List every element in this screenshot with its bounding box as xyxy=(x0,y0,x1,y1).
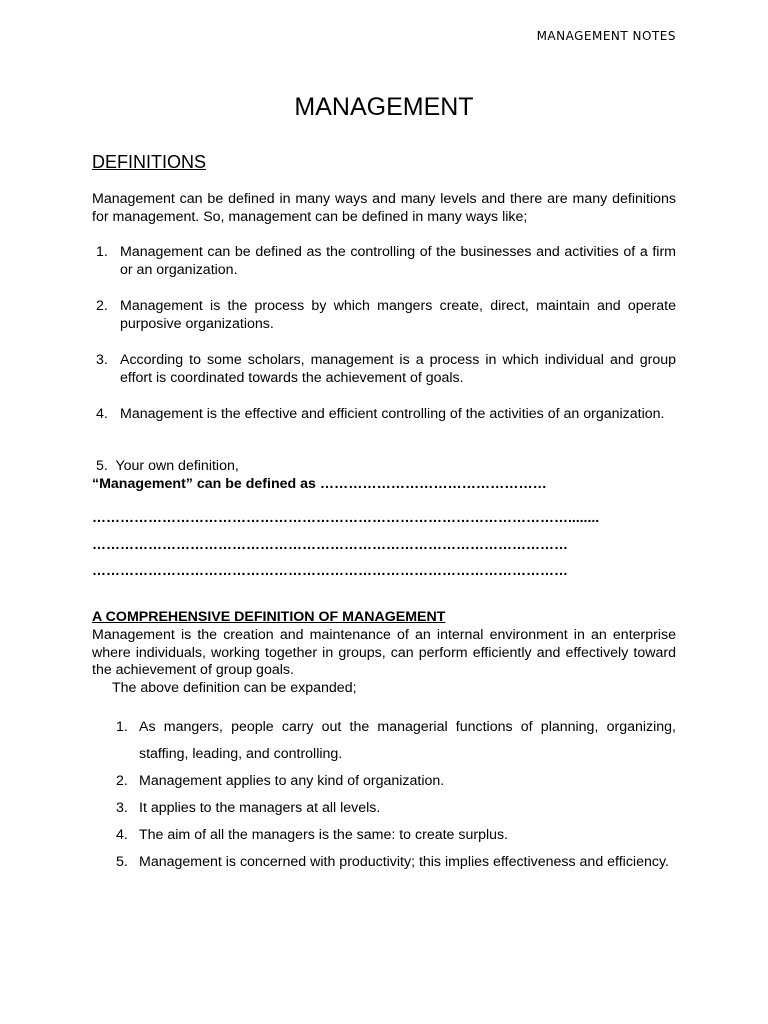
list-item-text: As mangers, people carry out the managerial functions of planning, organizing, staffing, leading, and controlling. xyxy=(139,719,676,762)
expand-intro: The above definition can be expanded; xyxy=(112,679,357,696)
list-item-text: It applies to the managers at all levels. xyxy=(139,800,381,816)
list-number: 4. xyxy=(96,406,108,422)
own-definition-label xyxy=(92,458,676,476)
list-number: 1. xyxy=(96,244,108,260)
list-item-text: The aim of all the managers is the same: to create surplus. xyxy=(139,827,509,843)
running-header: MANAGEMENT NOTES xyxy=(536,29,676,43)
fill-in-lines xyxy=(92,504,676,584)
definitions-heading: DEFINITIONS xyxy=(92,152,207,172)
list-item xyxy=(112,795,676,822)
list-item-text: Management is the process by which mangers create, direct, maintain and operate purposive organizations. xyxy=(120,298,676,332)
definitions-list xyxy=(92,244,676,443)
list-item-text: Management applies to any kind of organization. xyxy=(139,773,445,789)
list-number: 3. xyxy=(116,800,128,816)
list-item xyxy=(112,714,676,768)
list-number: 1. xyxy=(116,719,128,735)
fill-in-line: ………………………………………………………………………………………… xyxy=(92,562,568,578)
fill-in-line: …………………………………………………………………………………………........ xyxy=(92,509,600,525)
list-number: 5. xyxy=(96,458,108,474)
page-title: MANAGEMENT xyxy=(294,93,474,121)
list-item-text: Management can be defined as the controlling of the businesses and activities of a firm or an organization. xyxy=(120,244,676,278)
comprehensive-definition: Management is the creation and maintenance of an internal environment in an enterprise where individuals, working together in groups, can perform efficiently and effectively toward the achievement of group goals. xyxy=(92,627,676,678)
comprehensive-body xyxy=(92,627,676,697)
list-item xyxy=(112,822,676,849)
list-item xyxy=(92,406,676,424)
list-number: 5. xyxy=(116,854,128,870)
list-item xyxy=(92,298,676,333)
list-number: 2. xyxy=(116,773,128,789)
list-item xyxy=(112,768,676,795)
list-item xyxy=(92,352,676,387)
list-number: 3. xyxy=(96,352,108,368)
fill-in-line: ………………………………………………………………………………………… xyxy=(92,535,568,552)
comprehensive-heading: A COMPREHENSIVE DEFINITION OF MANAGEMENT xyxy=(92,609,446,625)
list-item-text: Management is the effective and efficient controlling of the activities of an organization. xyxy=(120,406,665,422)
list-number: 2. xyxy=(96,298,108,314)
own-definition xyxy=(92,458,676,493)
own-definition-prompt: “Management” can be defined as ………………………………………… xyxy=(92,475,547,492)
list-item-text: Your own definition, xyxy=(115,458,239,474)
expanded-list xyxy=(112,714,676,876)
definitions-intro: Management can be defined in many ways and many levels and there are many definitions for management. So, management can be defined in many ways like; xyxy=(92,191,676,225)
list-item xyxy=(92,244,676,279)
list-item-text: According to some scholars, management is a process in which individual and group effort is coordinated towards the achievement of goals. xyxy=(120,352,676,386)
list-item xyxy=(112,849,676,876)
list-item-text: Management is concerned with productivity; this implies effectiveness and efficiency. xyxy=(139,854,669,870)
list-number: 4. xyxy=(116,827,128,843)
